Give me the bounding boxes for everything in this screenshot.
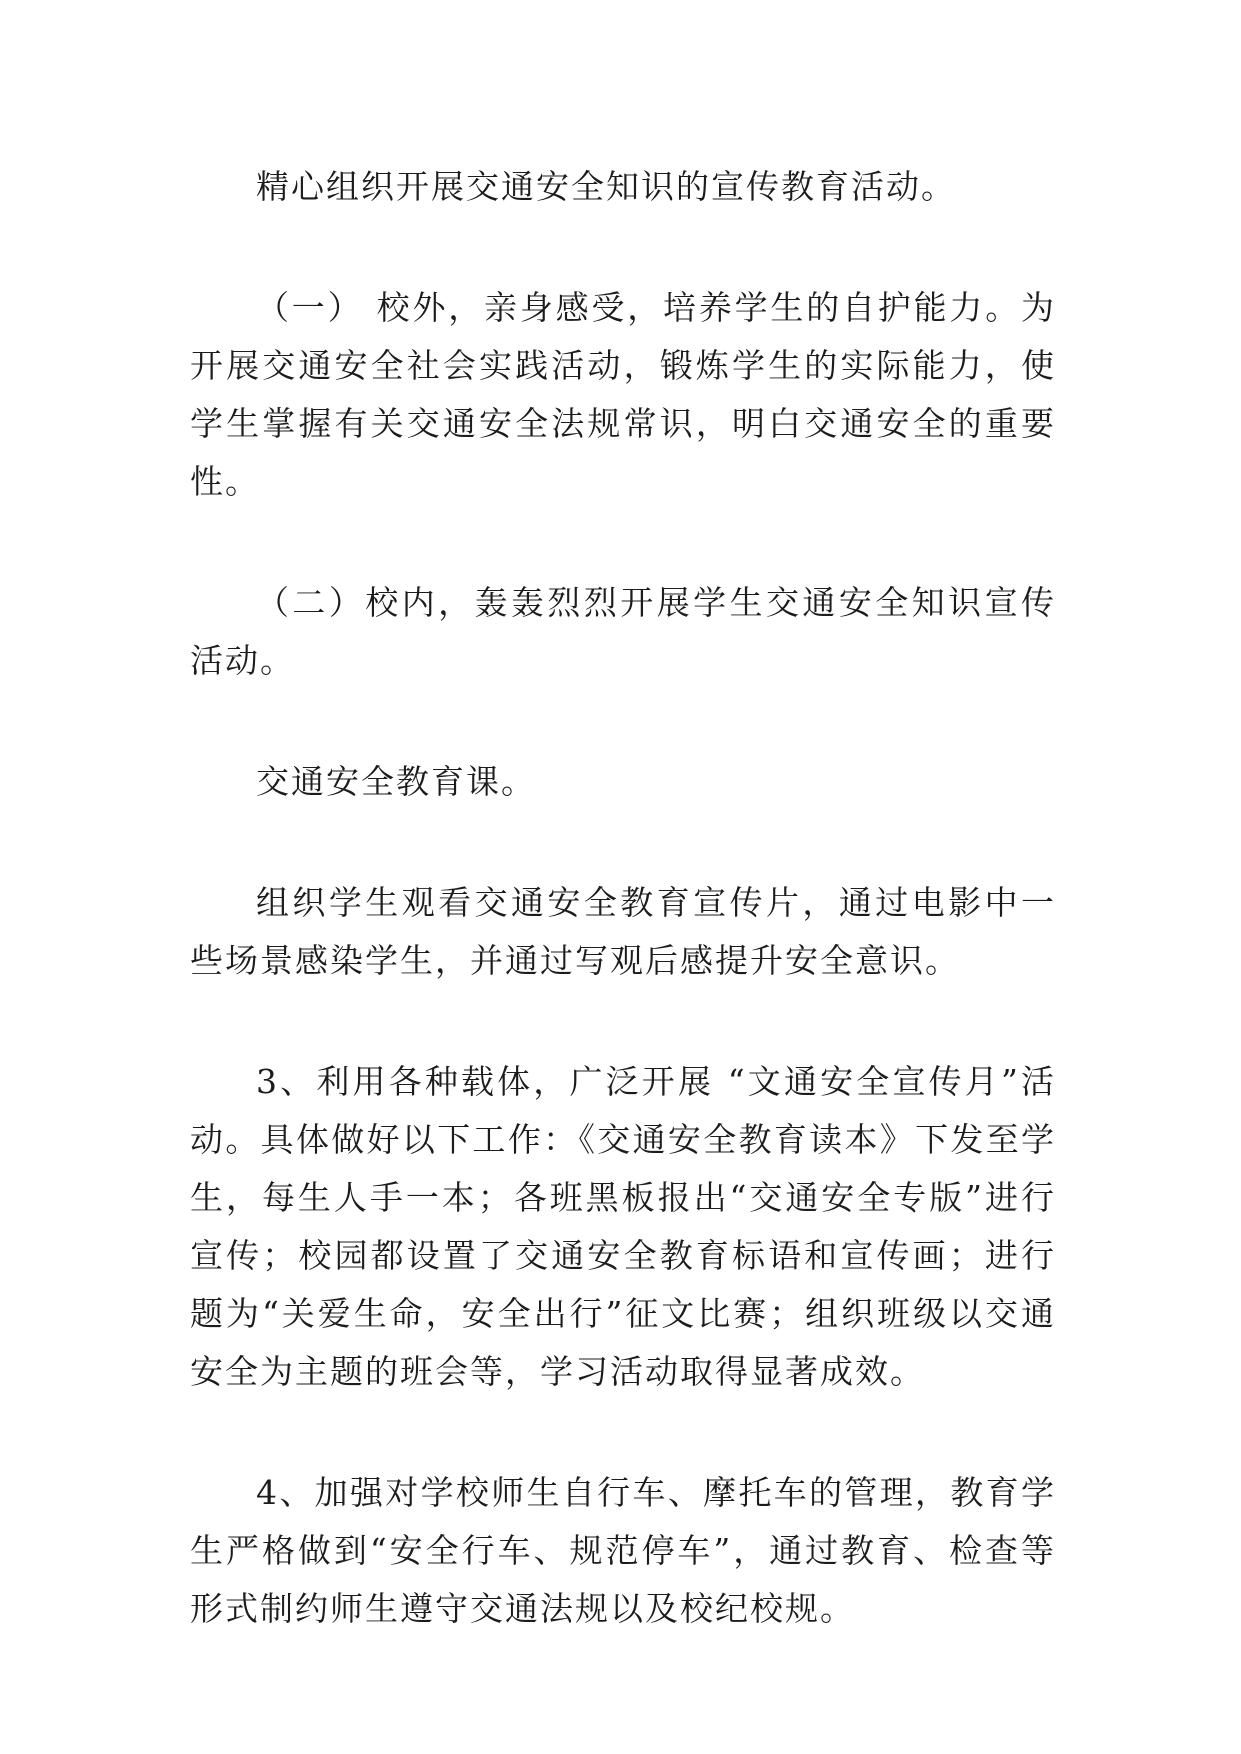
paragraph-7: 4、加强对学校师生自行车、摩托车的管理，教育学生严格做到“安全行车、规范停车”，通过教育、检查等形式制约师生遵守交通法规以及校纪校规。 — [190, 1473, 1056, 1628]
paragraph-2: （一） 校外，亲身感受，培养学生的自护能力。为开展交通安全社会实践活动，锻炼学生的实际能力，使学生掌握有关交通安全法规常识，明白交通安全的重要性。 — [190, 288, 1056, 501]
paragraph-5: 组织学生观看交通安全教育宣传片，通过电影中一些场景感染学生，并通过写观后感提升安全意识。 — [190, 883, 1056, 980]
paragraph-3: （二）校内，轰轰烈烈开展学生交通安全知识宣传活动。 — [190, 583, 1056, 680]
paragraph-1: 精心组织开展交通安全知识的宣传教育活动。 — [256, 167, 956, 206]
document-body — [190, 158, 1056, 1638]
paragraph-6: 3、利用各种载体，广泛开展 “文通安全宣传月”活动。具体做好以下工作：《交通安全教育读本》下发至学生，每生人手一本；各班黑板报出“交通安全专版”进行宣传；校园都设置了交通安全教育标语和宣传画；进行题为“关爱生命，安全出行”征文比赛；组织班级以交通安全为主题的班会等，学习活动取得显著成效。 — [190, 1062, 1056, 1391]
paragraph-4: 交通安全教育课。 — [256, 762, 536, 801]
